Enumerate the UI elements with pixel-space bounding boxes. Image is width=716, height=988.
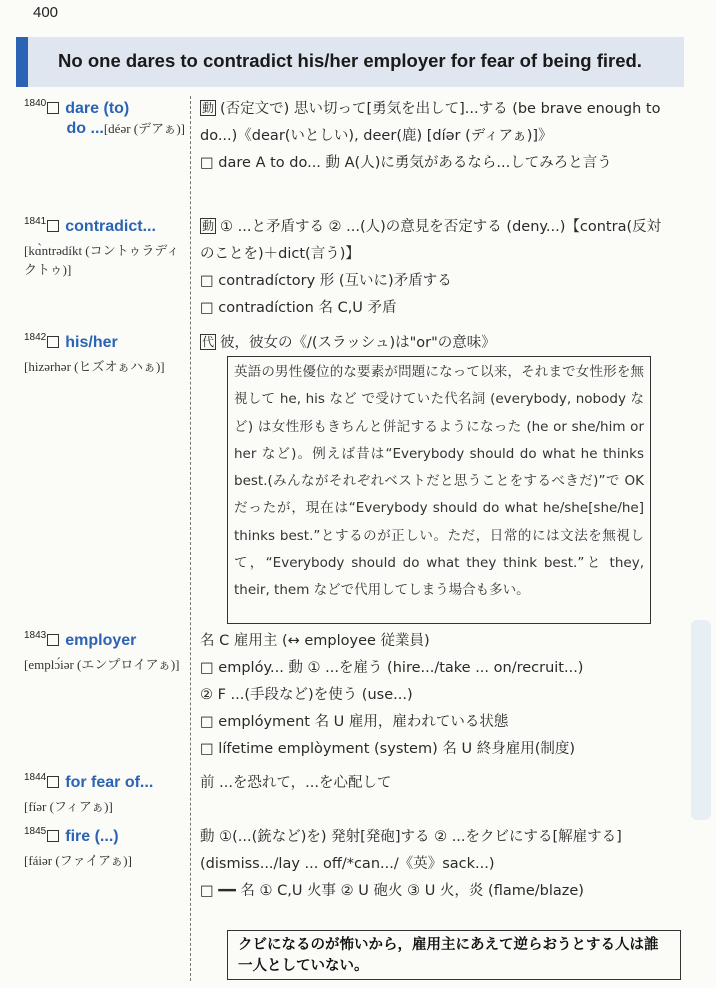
example-sentence: No one dares to contradict his/her employer for fear of being fired. — [58, 50, 642, 71]
headword: his/her — [65, 334, 118, 351]
verb-tag: 動 — [202, 101, 215, 115]
headword: dare (to) — [65, 100, 130, 117]
entry-head-1841 — [24, 216, 189, 278]
sub-entry: □ contradíction 名 C,U 矛盾 — [200, 300, 397, 316]
sub-entry: □ emplóyment 名 U 雇用，雇われている状態 — [200, 714, 509, 730]
entry-number: 1843 — [24, 630, 47, 641]
page-number: 400 — [33, 4, 59, 21]
sub-entry: □ contradíctory 形 (互いに)矛盾する — [200, 273, 452, 289]
definition-line: 前 ...を恐れて，...を心配して — [200, 775, 392, 791]
definition-line: 名 C 雇用主 (↔ employee 従業員) — [200, 633, 430, 649]
column-divider — [190, 96, 191, 981]
usage-note-box: 英語の男性優位的な要素が問題になって以来，それまで女性形を無視して he, his など で受けていた代名詞 (everybody, nobody など) は女性形もきちんと併記するようになった (he or she/him or her など)。例えば昔は“Everybody should do what he thinks best.(みんながそれぞれベストだと思うことをするべきだ)”で OK だったが，現在は“Everybody should do what he/she[she/he] thinks best.”とするのが正しい。ただ，日常的には文法を無視して，“Everybody should do what they think best.”と they, their, them などで代用してしまう場合も多い。 — [227, 356, 651, 624]
entry-head-1844 — [24, 772, 189, 815]
entry-definition-1842 — [200, 330, 670, 357]
sub-entry: □ ━━ 名 ① C,U 火事 ② U 砲火 ③ U 火，炎 (flame/blaze) — [200, 883, 584, 899]
entry-definition-1844 — [200, 770, 670, 797]
headword-line2: do ...[déər (デアぁ)] — [66, 120, 185, 137]
sub-entry: □ lífetime emplòyment (system) 名 U 終身雇用(制度) — [200, 741, 576, 757]
headword: for fear of... — [65, 774, 154, 791]
entry-number: 1842 — [24, 332, 47, 343]
definition-line: 代 彼，彼女の《/(スラッシュ)は"or"の意味》 — [202, 335, 496, 351]
definition-line: 動 (否定文で) 思い切って[勇気を出して]...する (be brave enough to do...)《dear(いとしい), deer(鹿) [díər (ディアぁ)]》 — [200, 101, 661, 144]
entry-head-1845 — [24, 826, 189, 869]
checkbox-icon — [47, 634, 59, 646]
checkbox-icon — [47, 776, 59, 788]
headword: fire (...) — [65, 828, 119, 845]
sub-entry: □ dare A to do... 動 A(人)に勇気があるなら...してみろと言う — [200, 155, 612, 171]
entry-head-1840 — [24, 98, 189, 138]
entry-number: 1844 — [24, 772, 47, 783]
checkbox-icon — [47, 220, 59, 232]
sentence-translation-box: クビになるのが怖いから，雇用主にあえて逆らおうとする人は誰一人としていない。 — [227, 930, 681, 980]
entry-definition-1845 — [200, 824, 670, 905]
margin-decoration — [691, 620, 711, 820]
verb-tag: 動 — [202, 219, 215, 233]
pronunciation: [fáiər (ファイアぁ)] — [24, 853, 132, 868]
pronoun-tag: 代 — [202, 335, 215, 349]
entry-head-1843 — [24, 630, 189, 673]
entry-definition-1843 — [200, 628, 670, 763]
checkbox-icon — [47, 102, 59, 114]
pronunciation: [déər (デアぁ)] — [103, 121, 185, 136]
checkbox-icon — [47, 830, 59, 842]
entry-definition-1840 — [200, 96, 670, 177]
pronunciation: [emplɔ́iər (エンプロイアぁ)] — [24, 657, 180, 672]
sub-entry: □ emplóy... 動 ① ...を雇う (hire.../take ... on/recruit...) — [200, 660, 584, 676]
example-sentence-banner — [16, 37, 684, 87]
entry-head-1842 — [24, 332, 189, 375]
entry-definition-1841 — [200, 214, 670, 322]
checkbox-icon — [47, 336, 59, 348]
pronunciation: [kɑ̀ntrədíkt (コントゥラディクトゥ)] — [24, 243, 180, 277]
entry-number: 1840 — [24, 98, 47, 109]
headword: employer — [65, 632, 137, 649]
definition-line: 動 ①(...(銃など)を) 発射[発砲]する ② ...をクビにする[解雇する] (dismiss.../lay ... off/*can.../《英》sack...) — [200, 829, 622, 872]
pronunciation: [fíər (フィアぁ)] — [24, 799, 113, 814]
entry-number: 1845 — [24, 826, 47, 837]
pronunciation: [hizərhər (ヒズオぁハぁ)] — [24, 359, 165, 374]
headword: contradict... — [65, 218, 156, 235]
definition-line: 動 ① ...と矛盾する ② ...(人)の意見を否定する (deny...)【contra(反対のことを)＋dict(言う)】 — [200, 219, 662, 262]
sub-entry: ② F ...(手段など)を使う (use...) — [200, 687, 413, 703]
entry-number: 1841 — [24, 216, 47, 227]
